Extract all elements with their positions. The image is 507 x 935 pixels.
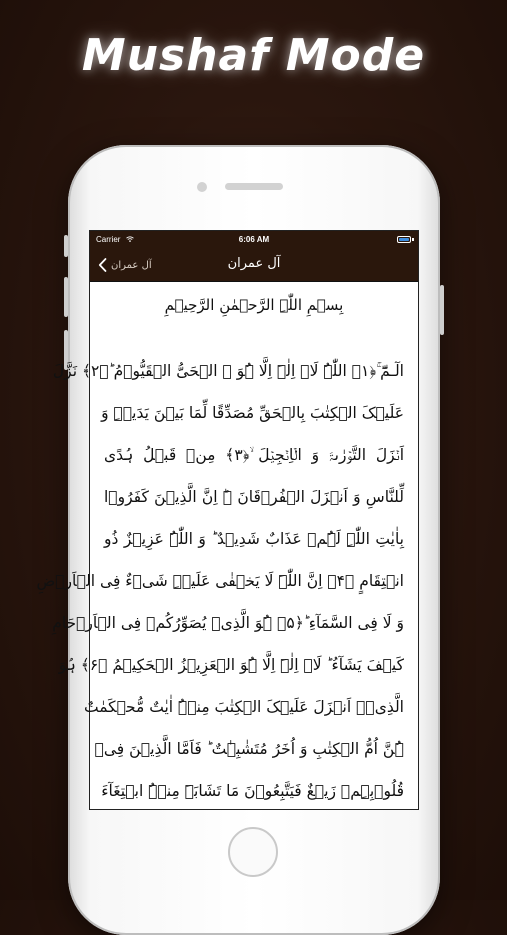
page-title: آل عمران — [227, 256, 281, 271]
ayah-line-7: وَ لَا فِی السَّمَآءِ ؕ﴿۵﴾ ہُوَ الَّذِیۡ یُصَوِّرُکُمۡ فِی الۡاَرۡحَامِ — [52, 614, 404, 632]
ayah-line-10: ہُنَّ اُمُّ الۡکِتٰبِ وَ اُخَرُ مُتَشٰبِہٰتٌ ؕ فَاَمَّا الَّذِیۡنَ فِیۡ — [94, 740, 404, 758]
carrier-label: Carrier — [96, 235, 121, 244]
ayah-line-3: اَنۡزَلَ التَّوۡرٰىۃَ وَ الۡاِنۡجِیۡلَ ۙ﴿۳﴾ مِنۡ قَبۡلُ ہُدًی — [104, 446, 404, 464]
home-button[interactable] — [228, 827, 278, 877]
ayah-line-11: قُلُوۡبِہِمۡ زَیۡغٌ فَیَتَّبِعُوۡنَ مَا تَشَابَہَ مِنۡہُ ابۡتِغَآءَ — [101, 782, 404, 800]
mushaf-page[interactable] — [36, 282, 418, 812]
status-bar — [90, 231, 418, 249]
battery-icon — [397, 236, 411, 243]
ayah-line-1: الٓـمّٓ ۚ﴿۱﴾ اللّٰہُ لَاۤ اِلٰہَ اِلَّا ہُوَ ۙ الۡحَیُّ الۡقَیُّوۡمُ ؕ﴿۲﴾ نَزَّلَ — [52, 362, 404, 380]
ayah-line-8: کَیۡفَ یَشَآءُ ؕ لَاۤ اِلٰہَ اِلَّا ہُوَ الۡعَزِیۡزُ الۡحَکِیۡمُ ﴿۶﴾ ہُوَ — [58, 656, 404, 674]
phone-frame — [36, 145, 440, 935]
screen — [36, 230, 419, 810]
speaker-grille — [225, 183, 283, 190]
camera — [197, 182, 207, 192]
battery-level — [399, 238, 409, 241]
bismillah: بِسۡمِ اللّٰہِ الرَّحۡمٰنِ الرَّحِیۡمِ — [164, 296, 344, 314]
power-button — [440, 285, 444, 335]
status-time: 6:06 AM — [238, 235, 270, 244]
volume-up-button — [64, 235, 68, 257]
ayah-line-5: بِاٰیٰتِ اللّٰہِ لَہُمۡ عَذَابٌ شَدِیۡدٌ ؕ وَ اللّٰہُ عَزِیۡزٌ ذُو — [104, 530, 404, 548]
volume-down-button — [64, 277, 68, 317]
battery-cap — [412, 238, 414, 241]
ayah-line-2: عَلَیۡکَ الۡکِتٰبَ بِالۡحَقِّ مُصَدِّقًا لِّمَا بَیۡنَ یَدَیۡہِ وَ — [101, 404, 404, 422]
back-button-label: آل عمران — [111, 259, 152, 271]
ayah-line-9: الَّذِیۡۤ اَنۡزَلَ عَلَیۡکَ الۡکِتٰبَ مِنۡہُ اٰیٰتٌ مُّحۡکَمٰتٌ — [84, 698, 404, 716]
ayah-line-6: انۡتِقَامٍ ﴿۴﴾ اِنَّ اللّٰہَ لَا یَخۡفٰی عَلَیۡہِ شَیۡءٌ فِی الۡاَرۡضِ — [36, 572, 404, 590]
ayah-line-4: لِّلنَّاسِ وَ اَنۡزَلَ الۡفُرۡقَانَ ۬ؕ اِنَّ الَّذِیۡنَ کَفَرُوۡا — [104, 488, 404, 506]
nav-bar — [90, 249, 418, 282]
headline: Mushaf Mode — [81, 30, 426, 81]
